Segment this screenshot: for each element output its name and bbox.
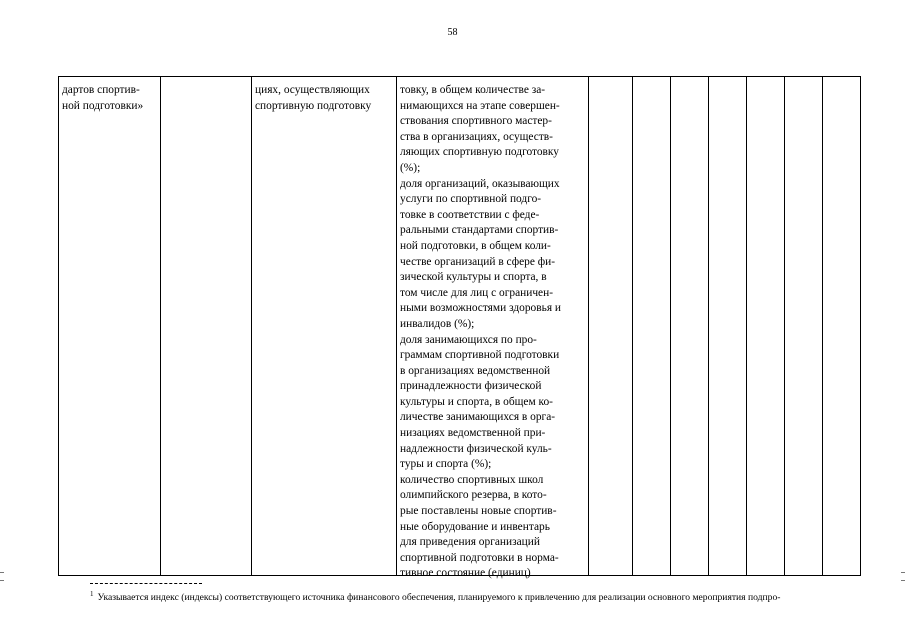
scan-edge-mark	[901, 580, 905, 581]
footnote-text: Указывается индекс (индексы) соответствующего источника финансового обеспечения, планируемого к привлечению для реализации основного мероприятия подпро-	[97, 592, 781, 604]
column-divider	[746, 76, 747, 576]
scan-edge-mark	[0, 580, 4, 581]
footnote-marker: 1	[90, 590, 94, 598]
column-divider	[708, 76, 709, 576]
page-number: 58	[447, 27, 458, 38]
column-divider	[632, 76, 633, 576]
scan-edge-mark	[0, 572, 4, 573]
table-cell-participants: циях, осуществляющих спортивную подготовку	[255, 84, 372, 112]
table-cell-indicators: товку, в общем количестве за- нимающихся на этапе совершен- ствования спортивного мастер- ства в организациях, осуществ- ляющих спортивную подготовку (%); доля организаций, оказывающих услуги по спортивной подго- товке в соответствии с феде- ральными стандартами спортив- ной подготовки, в общем коли- честве организаций в сфере фи- зической культуры и спорта, в том числе для лиц с ограничен- ными возможностями здоровья и инвалидов (%); доля занимающихся по про- граммам спортивной подготовки в организациях ведомственной принадлежности физической культуры и спорта, в общем ко- личестве занимающихся в орга- низациях ведомственной при- надлежности физической куль- туры и спорта (%); количество спортивных школ олимпийского резерва, в кото- рые поставлены новые спортив- ные оборудование и инвентарь для приведения организаций спортивной подготовки в норма- тивное состояние (единиц)	[400, 84, 562, 580]
scan-edge-mark	[901, 572, 905, 573]
column-divider	[784, 76, 785, 576]
footnote	[90, 590, 890, 603]
column-divider	[670, 76, 671, 576]
footnote-separator	[90, 583, 202, 584]
column-divider	[396, 76, 397, 576]
column-divider	[251, 76, 252, 576]
table-cell-measure-name: дартов спортив- ной подготовки»	[62, 84, 144, 112]
column-divider	[160, 76, 161, 576]
column-divider	[822, 76, 823, 576]
